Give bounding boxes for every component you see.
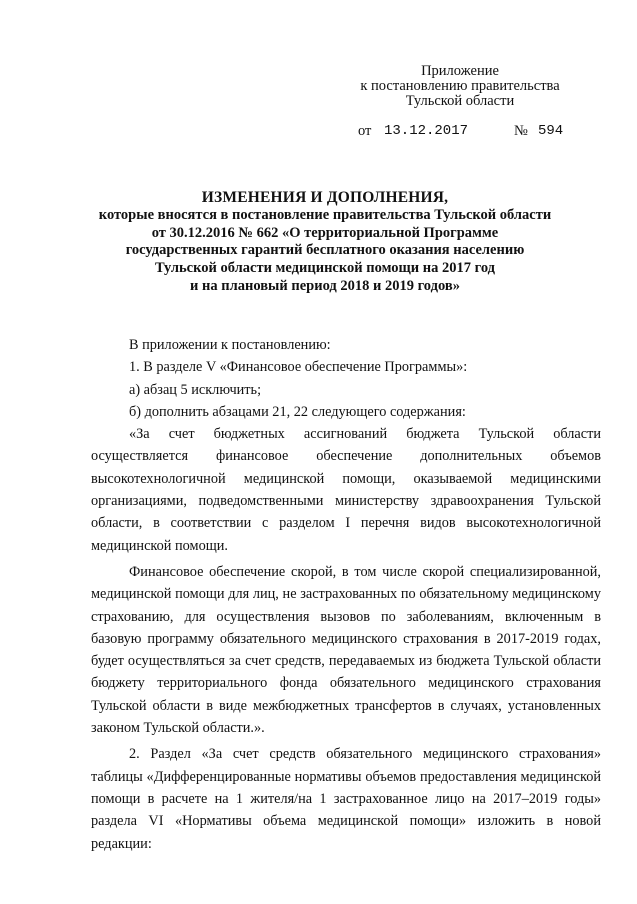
title-line-4: Тульской области медицинской помощи на 2017 год bbox=[155, 260, 495, 277]
annex-line-1: Приложение bbox=[421, 63, 499, 79]
document-number-line bbox=[358, 123, 598, 143]
annex-line-2: к постановлению правительства bbox=[360, 78, 560, 94]
annex-line-3: Тульской области bbox=[405, 93, 515, 109]
title-line-3: государственных гарантий бесплатного оказания населению bbox=[125, 242, 525, 259]
annex-block bbox=[330, 64, 590, 109]
paragraph-quote-2: Финансовое обеспечение скорой, в том числе скорой специализированной, медицинской помощи для лиц, не застрахованных по обязательному медицинскому страхованию, для осуществления вызовов по заболеваниям, включенным в базовую программу обязательного медицинского страхования в 2017-2019 годах, будет осуществляться за счет средств, передаваемых из бюджета Тульской области бюджету территориального фонда обязательного медицинского страхования Тульской области в виде межбюджетных трансфертов в случаях, установленных законом Тульской области.». bbox=[91, 563, 601, 737]
title-line-2: от 30.12.2016 № 662 «О территориальной Программе bbox=[151, 224, 499, 241]
paragraph-item-1a: а) абзац 5 исключить; bbox=[129, 381, 262, 398]
document-body bbox=[91, 334, 601, 855]
number-label: № bbox=[514, 123, 528, 139]
document-number: 594 bbox=[538, 123, 564, 139]
paragraph-item-1b: б) дополнить абзацами 21, 22 следующего содержания: bbox=[129, 403, 466, 420]
title-line-5: и на плановый период 2018 и 2019 годов» bbox=[190, 277, 460, 294]
paragraph-intro: В приложении к постановлению: bbox=[129, 337, 331, 353]
document-title bbox=[70, 189, 580, 296]
paragraph-item-1: 1. В разделе V «Финансовое обеспечение Программы»: bbox=[129, 359, 468, 376]
document-date: 13.12.2017 bbox=[384, 123, 469, 139]
paragraph-quote-1: «За счет бюджетных ассигнований бюджета Тульской области осуществляется финансовое обеспечение дополнительных объемов высокотехнологичной медицинской помощи, оказываемой медицинскими организациями, подведомственными министерству здравоохранения Тульской области, в соответствии с разделом I перечня видов высокотехнологичной медицинской помощи. bbox=[91, 426, 601, 554]
date-label: от bbox=[358, 123, 372, 139]
title-main: ИЗМЕНЕНИЯ И ДОПОЛНЕНИЯ, bbox=[201, 189, 449, 206]
title-line-1: которые вносятся в постановление правительства Тульской области bbox=[98, 206, 552, 223]
paragraph-item-2: 2. Раздел «За счет средств обязательного медицинского страхования» таблицы «Дифференцированные нормативы объемов предоставления медицинской помощи в расчете на 1 жителя/на 1 застрахованное лицо на 2017–2019 годы» раздела VI «Нормативы объема медицинской помощи» изложить в новой редакции: bbox=[91, 746, 601, 852]
